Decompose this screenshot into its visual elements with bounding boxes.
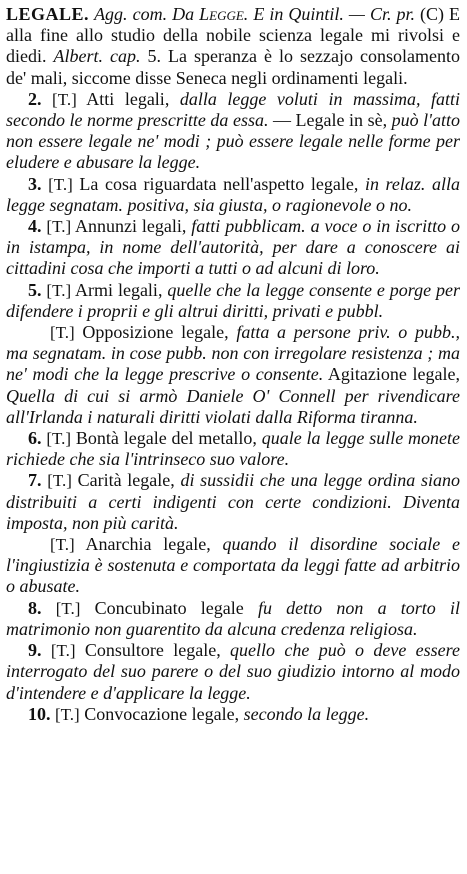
definition: fu detto non a torto il matrimonio non guarentito da alcuna credenza religiosa. [6, 597, 460, 639]
sense-4 [6, 216, 460, 280]
definition: quello che può o deve essere interrogato del suo parere o del suo giudizio intorno al modo d'intendere e d'applicare la legge. [6, 640, 461, 703]
sense-number: 10. [28, 703, 51, 724]
sense-tag: [T.] [55, 704, 80, 724]
phrase: Carità legale, [77, 470, 175, 491]
phrase: La cosa riguardata nell'aspetto legale, [79, 173, 359, 194]
phrase: Bontà legale del metallo, [75, 428, 257, 449]
sense-tag: [T.] [50, 535, 75, 555]
dictionary-entry [6, 4, 460, 725]
sense-number: 4. [28, 216, 42, 237]
sense-tag: [T.] [48, 174, 73, 194]
sense-tag: [T.] [46, 429, 72, 449]
etymology-prefix: Da [172, 4, 195, 24]
sense-5-sub [6, 322, 460, 428]
definition: quando il disordine sociale e l'ingiustizia è sostenuta e comportata da leggi fatte ad arbitrio o abusate. [6, 534, 461, 597]
headword: LEGALE. [6, 4, 90, 24]
sense-7 [6, 470, 460, 534]
sense-tag: [T.] [50, 323, 75, 343]
entry-intro [6, 4, 460, 89]
sense-10 [6, 704, 460, 725]
sense-2 [6, 89, 460, 174]
sense-number: 6. [28, 428, 42, 449]
sense-tag: [T.] [46, 217, 72, 237]
phrase: Armi legali, [75, 279, 163, 300]
sense-tag: [T.] [50, 641, 76, 661]
sense-9 [6, 640, 460, 704]
sense-3 [6, 174, 460, 216]
example-quote: 5. La speranza è lo sezzajo consolamento de' mali, siccome disse Seneca negli ordinamenti legali. [6, 46, 460, 88]
definition: quelle che la legge consente e porge per difendere i proprii e gli altrui diritti, privati e pubbl. [6, 279, 461, 321]
definition: dalla legge voluti in massima, fatti secondo le norme prescritte da essa. [6, 88, 461, 131]
sense-8 [6, 598, 460, 640]
sense-tag: [T.] [55, 598, 81, 618]
sense-number: 7. [28, 470, 42, 491]
phrase: Annunzi legali, [75, 216, 187, 237]
etymology-source: Legge. [199, 4, 249, 24]
phrase: Convocazione legale, [84, 703, 240, 724]
sense-number: 5. [28, 279, 42, 300]
source-citation: E in Quintil. — Cr. pr. [253, 4, 415, 24]
definition: secondo la legge. [243, 703, 370, 724]
sense-tag: [T.] [52, 89, 77, 109]
sense-5 [6, 280, 460, 322]
definition: in relaz. alla legge segnatam. positiva, sia giusta, o ragionevole o no. [6, 173, 460, 215]
sense-number: 8. [28, 597, 42, 618]
phrase: Anarchia legale, [85, 534, 211, 555]
phrase: Consultore legale, [84, 640, 221, 661]
sense-number: 9. [28, 640, 42, 661]
sense-number: 3. [28, 173, 42, 194]
definition: può l'atto non essere legale ne' modi ; può essere legale nelle forme per eludere e abusare la legge. [6, 110, 461, 173]
definition: di sussidii che una legge ordina siano distribuiti a certi indigenti con certe condizioni. Diventa imposta, non più carità. [6, 470, 460, 533]
phrase: Opposizione legale, [82, 322, 229, 343]
sense-6 [6, 428, 460, 470]
sense-tag: [T.] [46, 280, 72, 300]
definition: fatta a persone priv. o pubb., ma segnatam. in cose pubb. non con irregolare resistenza ; ma ne' modi che la legge prescrive o consente. [6, 322, 461, 385]
example-quote: (C) E alla fine allo studio della nobile scienza legale mi rivolsi e diedi. [6, 4, 461, 67]
definition: quale la legge sulle monete richiede che sia l'intrinseco suo valore. [6, 428, 461, 470]
sense-tag: [T.] [47, 471, 72, 491]
definition: Quella di cui si armò Daniele O' Connell per rivendicare all'Irlanda i naturali diritti violati dalla Riforma tiranna. [6, 385, 460, 427]
phrase: Concubinato legale [94, 597, 244, 618]
sense-number: 2. [28, 88, 42, 109]
phrase: — Legale in sè, [273, 110, 388, 131]
phrase: Agitazione legale, [327, 364, 460, 385]
phrase: Atti legali, [86, 88, 170, 109]
definition: fatti pubblicam. a voce o in iscritto o in istampa, in nome dell'autorità, per dare a conoscere ai cittadini cosa che importi a tutti o ad alcuni di loro. [6, 216, 461, 279]
source-citation: Albert. cap. [53, 46, 141, 67]
sense-7-sub [6, 534, 460, 598]
grammar-note: Agg. com. [94, 4, 168, 24]
